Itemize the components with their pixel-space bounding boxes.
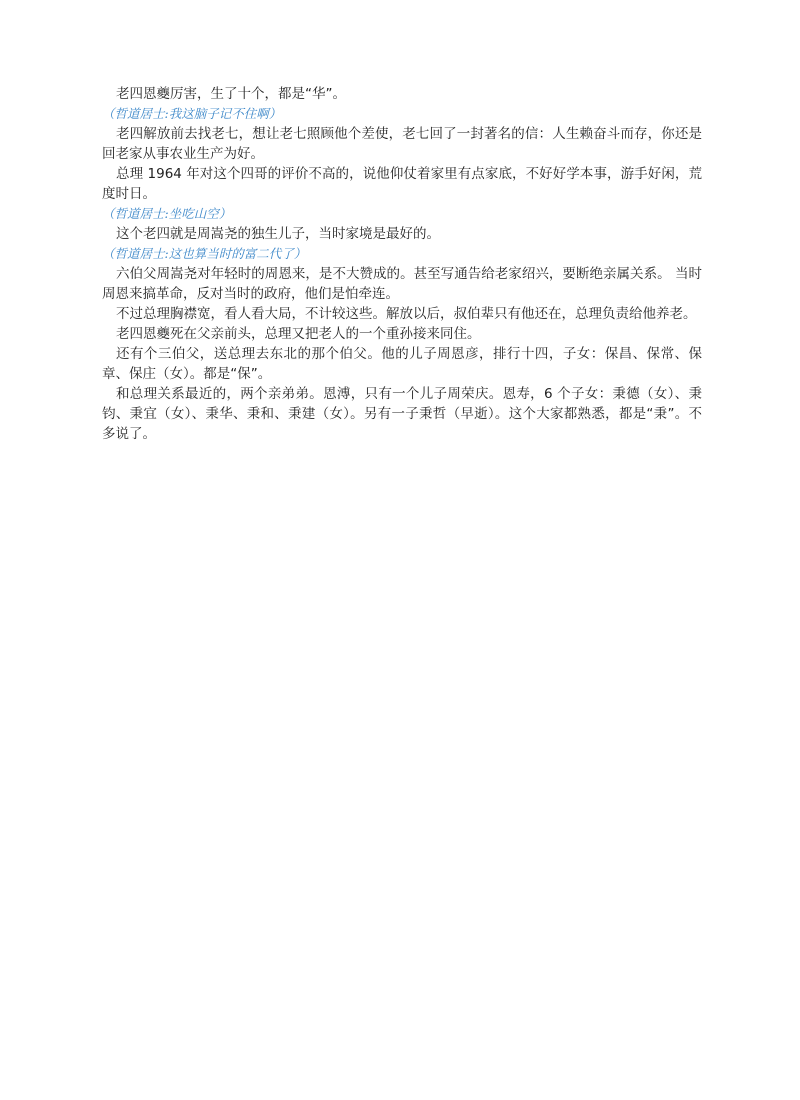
paragraph: 还有个三伯父，送总理去东北的那个伯父。他的儿子周恩彦，排行十四，子女：保昌、保常、保章、保庄（女）。都是“保”。 xyxy=(102,346,702,382)
annotation-comment: （哲道居士:这也算当时的富二代了） xyxy=(102,246,307,261)
annotation-comment: （哲道居士:坐吃山空） xyxy=(102,206,232,221)
paragraph: 不过总理胸襟宽，看人看大局，不计较这些。解放以后，叔伯辈只有他还在，总理负责给他养老。 xyxy=(116,306,697,322)
paragraph: 和总理关系最近的，两个亲弟弟。恩溥，只有一个儿子周荣庆。恩寿，6 个子女：秉德（女）、秉钧、秉宜（女）、秉华、秉和、秉建（女）。另有一子秉哲（早逝）。这个大家都熟悉，都是“秉”。不多说了。 xyxy=(102,386,702,442)
paragraph: 老四解放前去找老七，想让老七照顾他个差使，老七回了一封著名的信：人生赖奋斗而存，你还是回老家从事农业生产为好。 xyxy=(102,126,702,162)
paragraph: 老四恩夔死在父亲前头，总理又把老人的一个重孙接来同住。 xyxy=(116,326,481,342)
paragraph: 这个老四就是周嵩尧的独生儿子，当时家境是最好的。 xyxy=(116,226,440,242)
paragraph: 老四恩夔厉害，生了十个，都是“华”。 xyxy=(116,86,346,102)
annotation-comment: （哲道居士:我这脑子记不住啊） xyxy=(102,106,282,121)
paragraph: 六伯父周嵩尧对年轻时的周恩来，是不大赞成的。甚至写通告给老家绍兴，要断绝亲属关系。 当时周恩来搞革命，反对当时的政府，他们是怕牵连。 xyxy=(102,266,702,302)
paragraph: 总理 1964 年对这个四哥的评价不高的，说他仰仗着家里有点家底，不好好学本事，游手好闲，荒度时日。 xyxy=(102,166,702,202)
document-body xyxy=(102,84,702,444)
